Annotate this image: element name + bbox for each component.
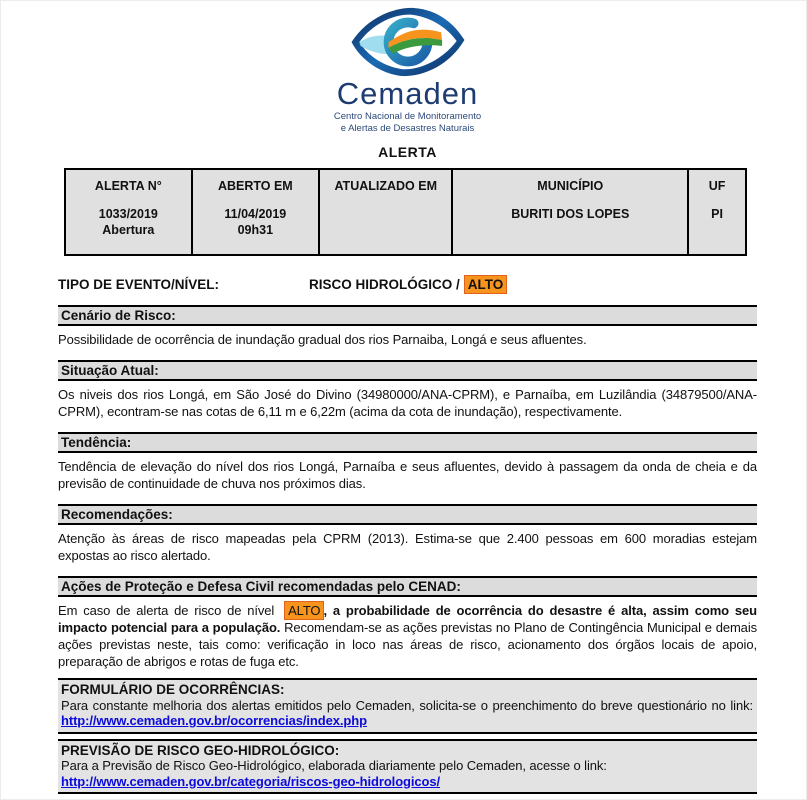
- alert-number-line1: 1033/2019: [98, 207, 158, 221]
- opened-at-date: 11/04/2019: [224, 207, 287, 221]
- state-header: UF: [708, 179, 726, 193]
- geo-hydro-forecast-body: [61, 758, 753, 789]
- occurrence-form-box: [58, 678, 757, 734]
- opened-at-time: 09h31: [237, 223, 274, 237]
- section-body-cenario-de-risco: Possibilidade de ocorrência de inundação gradual dos rios Parnaiba, Longá e seus afluentes.: [58, 332, 587, 347]
- alert-number-cell: [65, 169, 192, 255]
- opened-at-header: ABERTO EM: [217, 179, 293, 193]
- section-title-cenario-de-risco: Cenário de Risco:: [58, 305, 757, 326]
- section-body-recomendacoes: Atenção às áreas de risco mapeadas pela CPRM (2013). Estima-se que 2.400 pessoas em 600 moradias estejam expostas ao risco alertado.: [58, 531, 757, 563]
- org-subtitle-line2: e Alertas de Desastres Naturais: [340, 123, 475, 134]
- section-title-recomendacoes: Recomendações:: [58, 504, 757, 525]
- alert-info-table: [64, 168, 747, 256]
- section-body-situacao-atual: Os niveis dos rios Longá, em São José do Divino (34980000/ANA-CPRM), e Parnaíba, em Luzilândia (34879500/ANA-CPRM), econtram-se nas cotas de 6,11 m e 6,22m (acima da cota de inundação), respectivamente.: [58, 387, 757, 419]
- org-subtitle-line1: Centro Nacional de Monitoramento: [333, 111, 482, 122]
- municipality-header: MUNICÍPIO: [537, 179, 604, 193]
- section-title-tendencia: Tendência:: [58, 432, 757, 453]
- occurrence-form-title: FORMULÁRIO DE OCORRÊNCIAS:: [61, 682, 285, 697]
- alert-document: [1, 1, 806, 794]
- opened-at-cell: [192, 169, 319, 255]
- cenad-body-rest: Recomendam-se as ações previstas no Plano de Contingência Municipal e demais ações previstas neste, tais como: verificação in loco nas áreas de risco, acionamento dos órgãos locais de apoio, preparação de abrigos e rotas de fuga etc.: [58, 620, 758, 669]
- opened-at-value: [193, 206, 318, 238]
- geo-hydro-forecast-title: PREVISÃO DE RISCO GEO-HIDROLÓGICO:: [61, 742, 340, 758]
- section-title-acoes-cenad: Ações de Proteção e Defesa Civil recomendadas pelo CENAD:: [58, 576, 757, 597]
- alert-number-line2: Abertura: [102, 223, 155, 237]
- event-type-name: RISCO HIDROLÓGICO /: [309, 277, 460, 292]
- geo-hydro-forecast-box: [58, 739, 757, 795]
- geo-hydro-forecast-link[interactable]: http://www.cemaden.gov.br/categoria/riscos-geo-hidrologicos/: [61, 773, 440, 789]
- geo-hydro-forecast-text: Para a Previsão de Risco Geo-Hidrológico, elaborada diariamente pelo Cemaden, acesse o link:: [61, 758, 607, 773]
- alert-number-header: ALERTA N°: [94, 179, 162, 193]
- section-body-tendencia: Tendência de elevação do nível dos rios Longá, Parnaíba e seus afluentes, devido à passagem da onda de cheia e da previsão de continuidade de chuva nos próximos dias.: [58, 459, 757, 491]
- cenad-body-bold: , a probabilidade de ocorrência do desastre é alta, assim como seu impacto potencial para a população.: [58, 603, 757, 635]
- occurrence-form-text: Para constante melhoria dos alertas emitidos pelo Cemaden, solicita-se o preenchimento do breve questionário no link:: [61, 697, 753, 713]
- section-body-acoes-cenad: [58, 597, 757, 670]
- municipality-value: BURITI DOS LOPES: [511, 207, 630, 221]
- cemaden-eye-logo-icon: [349, 6, 467, 78]
- table-row: [65, 169, 746, 255]
- org-subtitle: [334, 111, 481, 135]
- occurrence-form-link[interactable]: http://www.cemaden.gov.br/ocorrencias/index.php: [61, 713, 367, 728]
- event-type-label: TIPO DE EVENTO/NÍVEL:: [58, 277, 220, 292]
- updated-at-header: ATUALIZADO EM: [334, 179, 437, 193]
- updated-at-cell: [319, 169, 452, 255]
- state-cell: [688, 169, 746, 255]
- risk-level-badge: ALTO: [465, 276, 507, 293]
- alert-number-value: [66, 206, 191, 238]
- event-type-value: [309, 276, 506, 293]
- section-title-situacao-atual: Situação Atual:: [58, 360, 757, 381]
- document-header: [58, 6, 757, 160]
- risk-level-badge-inline: ALTO: [285, 602, 323, 619]
- document-title: ALERTA: [378, 144, 437, 160]
- municipality-cell: [452, 169, 688, 255]
- cenad-body-prefix: Em caso de alerta de risco de nível: [58, 603, 281, 618]
- state-value: PI: [711, 207, 723, 221]
- occurrence-form-body: [61, 698, 753, 729]
- event-type-row: [58, 276, 757, 293]
- org-name: Cemaden: [336, 76, 479, 111]
